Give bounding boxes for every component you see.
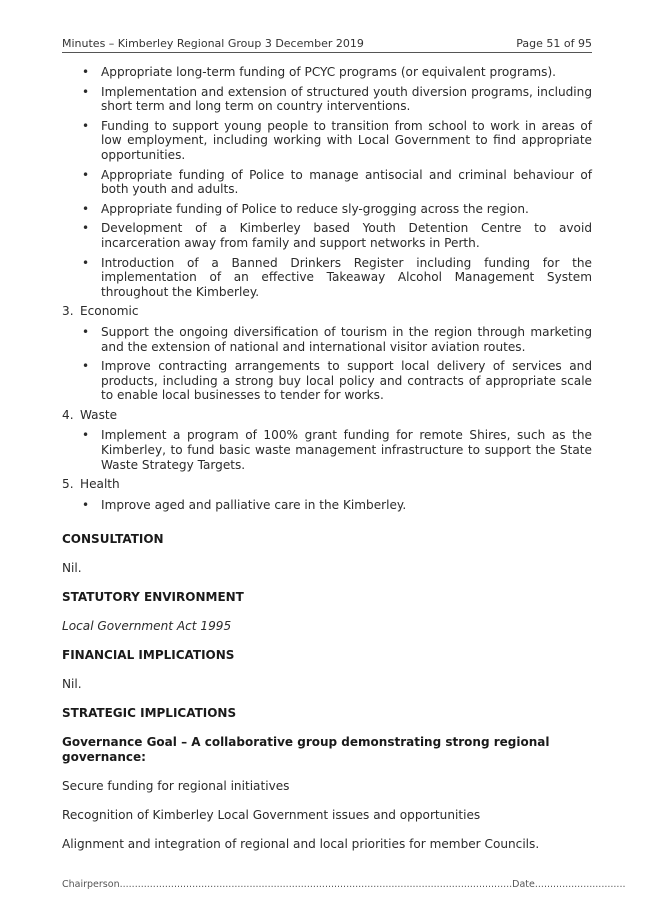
header-divider xyxy=(62,52,592,53)
list-item: • Implement a program of 100% grant funding for remote Shires, such as the Kimberley, to fund basic waste management infrastructure to support the State Waste Strategy Targets. xyxy=(82,428,592,472)
page-number: Page 51 of 95 xyxy=(516,37,592,50)
governance-goal: Governance Goal – A collaborative group demonstrating strong regional governance: xyxy=(62,735,550,765)
list-item: • Appropriate funding of Police to manage antisocial and criminal behaviour of both youth and adults. xyxy=(82,167,592,197)
financial-heading: FINANCIAL IMPLICATIONS xyxy=(62,648,235,663)
bullet-list-economic xyxy=(62,325,592,403)
bullet-icon: • xyxy=(82,497,90,512)
section-title: Waste xyxy=(80,407,118,422)
date-signature-line: .............................. xyxy=(534,879,626,890)
section-economic: 3. Economic xyxy=(62,304,139,319)
list-item: • Introduction of a Banned Drinkers Register including funding for the implementation of an effective Takeaway Alcohol Management System throughout the Kimberley. xyxy=(82,255,592,299)
strategic-heading: STRATEGIC IMPLICATIONS xyxy=(62,706,237,721)
bullet-icon: • xyxy=(82,167,90,182)
header-title: Minutes – Kimberley Regional Group 3 December 2019 xyxy=(62,37,364,50)
bullet-icon: • xyxy=(82,65,90,79)
list-item: • Appropriate long-term funding of PCYC programs (or equivalent programs). xyxy=(82,65,557,79)
bullet-icon: • xyxy=(82,221,90,236)
financial-text: Nil. xyxy=(62,677,82,692)
list-item: • Appropriate funding of Police to reduce sly-grogging across the region. xyxy=(82,201,529,216)
bullet-list-law-order xyxy=(62,65,592,299)
list-item: • Funding to support young people to transition from school to work in areas of low employment, including working with Local Government to find appropriate opportunities. xyxy=(82,118,592,162)
list-item: • Development of a Kimberley based Youth Detention Centre to avoid incarceration away from family and support networks in Perth. xyxy=(82,221,592,250)
page-header xyxy=(62,37,592,51)
bullet-icon: • xyxy=(82,118,90,133)
consultation-text: Nil. xyxy=(62,561,82,576)
statutory-heading: STATUTORY ENVIRONMENT xyxy=(62,590,244,605)
bullet-icon: • xyxy=(82,324,90,339)
strategic-item: Alignment and integration of regional and local priorities for member Councils. xyxy=(62,837,540,852)
date-label: Date xyxy=(512,879,535,890)
list-item: • Improve contracting arrangements to support local delivery of services and products, including a strong buy local policy and contracts of appropriate scale to enable local businesses to tender for works. xyxy=(82,359,592,403)
chairperson-label: Chairperson xyxy=(62,879,120,890)
bullet-icon: • xyxy=(82,428,90,443)
bullet-icon: • xyxy=(82,359,90,374)
section-waste: 4. Waste xyxy=(62,407,118,422)
signature-footer xyxy=(62,879,626,890)
list-item: • Implementation and extension of structured youth diversion programs, including short term and long term on country interventions. xyxy=(82,84,592,114)
bullet-icon: • xyxy=(82,201,90,216)
strategic-item: Recognition of Kimberley Local Government issues and opportunities xyxy=(62,808,481,823)
list-item: • Improve aged and palliative care in the Kimberley. xyxy=(82,497,407,512)
consultation-heading: CONSULTATION xyxy=(62,532,164,547)
chairperson-signature-line: .................................................................................................................................. xyxy=(119,879,513,890)
section-health: 5. Health xyxy=(62,477,120,492)
section-title: Health xyxy=(80,477,120,492)
strategic-item: Secure funding for regional initiatives xyxy=(62,779,290,794)
statutory-text: Local Government Act 1995 xyxy=(62,619,232,634)
bullet-list-waste xyxy=(62,428,592,472)
document-body xyxy=(62,65,592,852)
section-title: Economic xyxy=(80,304,139,319)
list-item: • Support the ongoing diversification of tourism in the region through marketing and the extension of national and international visitor aviation routes. xyxy=(82,324,592,354)
bullet-icon: • xyxy=(82,84,90,99)
bullet-list-health xyxy=(62,498,592,513)
bullet-icon: • xyxy=(82,255,90,270)
